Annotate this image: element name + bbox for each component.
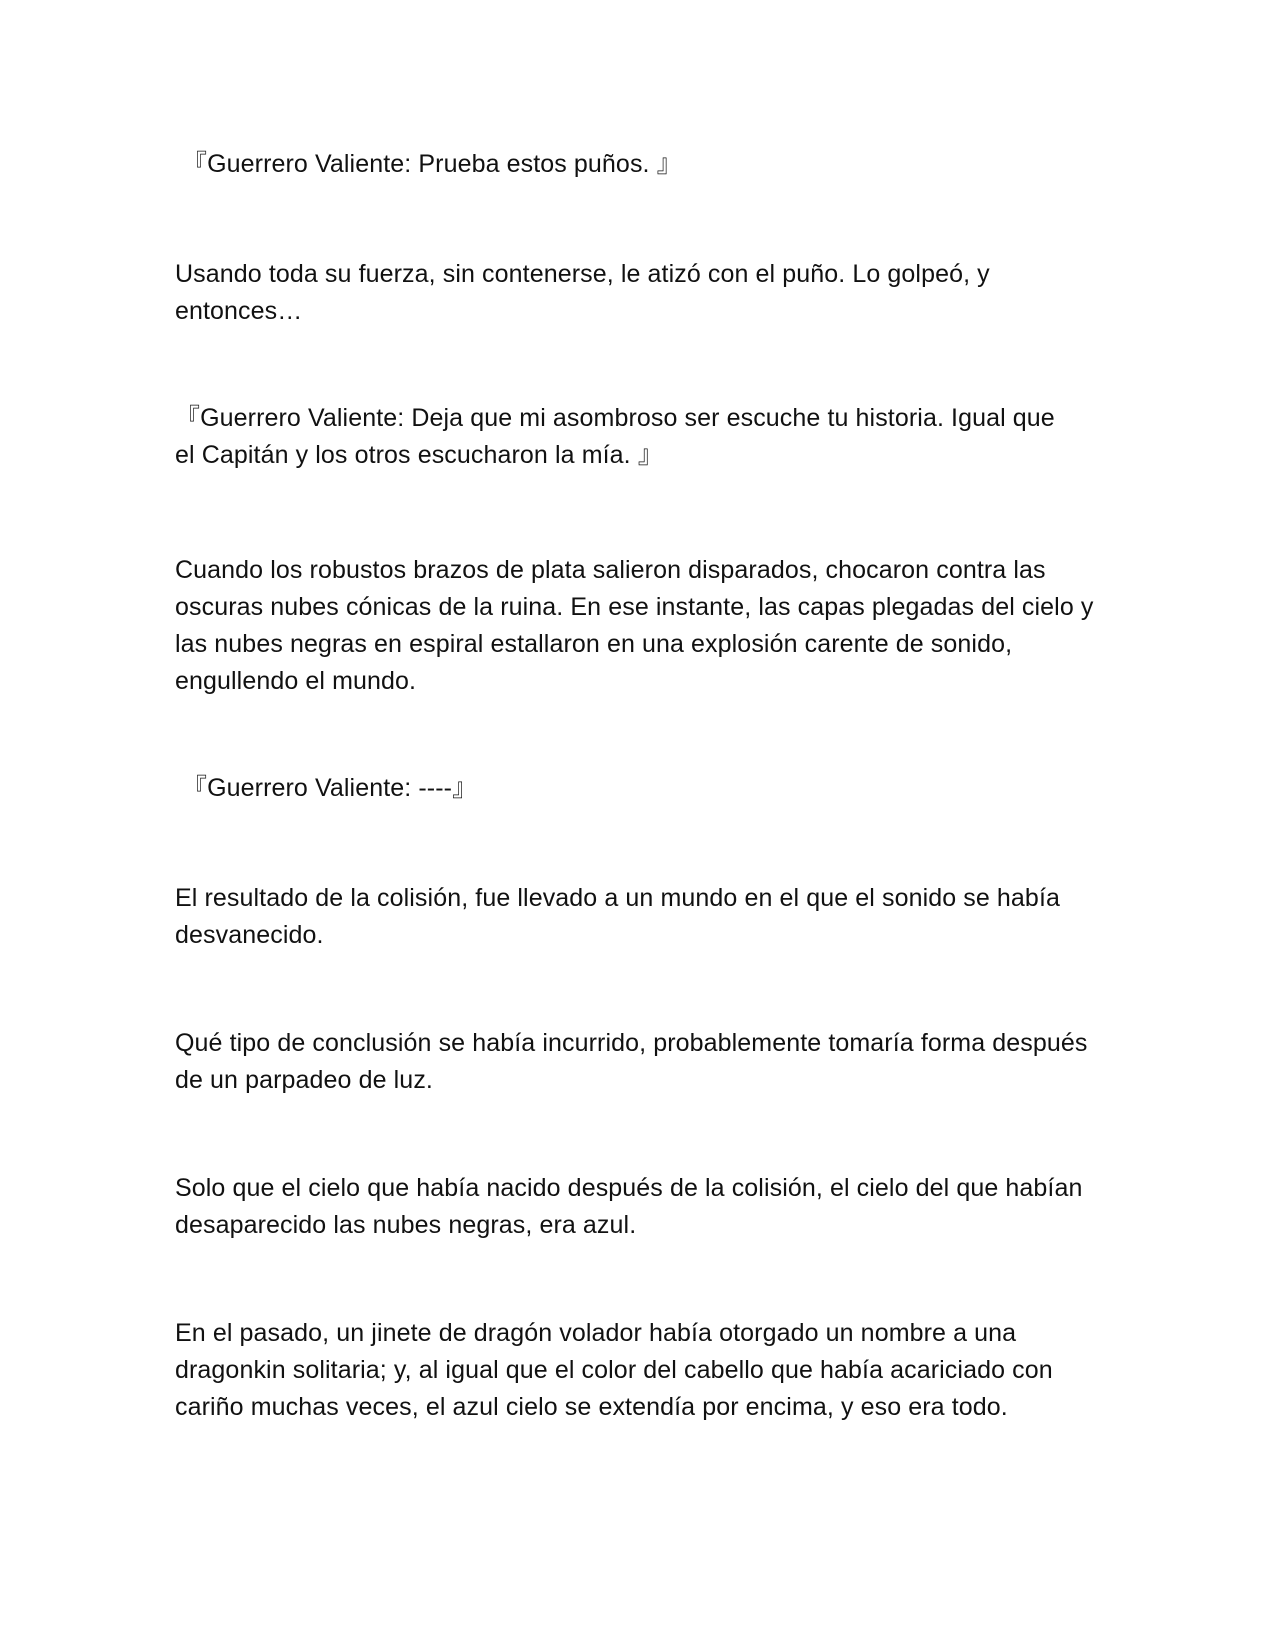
narrative-paragraph-1: Usando toda su fuerza, sin contenerse, le atizó con el puño. Lo golpeó, y entonces… [175, 260, 990, 325]
narrative-paragraph-3: El resultado de la colisión, fue llevado a un mundo en el que el sonido se había desvanecido. [175, 884, 1060, 949]
dialogue-paragraph-3: 『Guerrero Valiente: ----』 [182, 774, 478, 802]
narrative-paragraph-5: Solo que el cielo que había nacido después de la colisión, el cielo del que habían desaparecido las nubes negras, era azul. [175, 1174, 1083, 1239]
dialogue-paragraph-2: 『Guerrero Valiente: Deja que mi asombroso ser escuche tu historia. Igual que el Capitán y los otros escucharon la mía. 』 [175, 404, 1055, 469]
dialogue-paragraph-1: 『Guerrero Valiente: Prueba estos puños. 』 [182, 150, 682, 178]
narrative-paragraph-6: En el pasado, un jinete de dragón volador había otorgado un nombre a una dragonkin solitaria; y, al igual que el color del cabello que había acariciado con cariño muchas veces, el azul cielo se extendía por encima, y eso era todo. [175, 1319, 1053, 1421]
narrative-paragraph-4: Qué tipo de conclusión se había incurrido, probablemente tomaría forma después de un parpadeo de luz. [175, 1029, 1088, 1094]
narrative-paragraph-2: Cuando los robustos brazos de plata salieron disparados, chocaron contra las oscuras nubes cónicas de la ruina. En ese instante, las capas plegadas del cielo y las nubes negras en espiral estallaron en una explosión carente de sonido, engullendo el mundo. [175, 556, 1094, 695]
